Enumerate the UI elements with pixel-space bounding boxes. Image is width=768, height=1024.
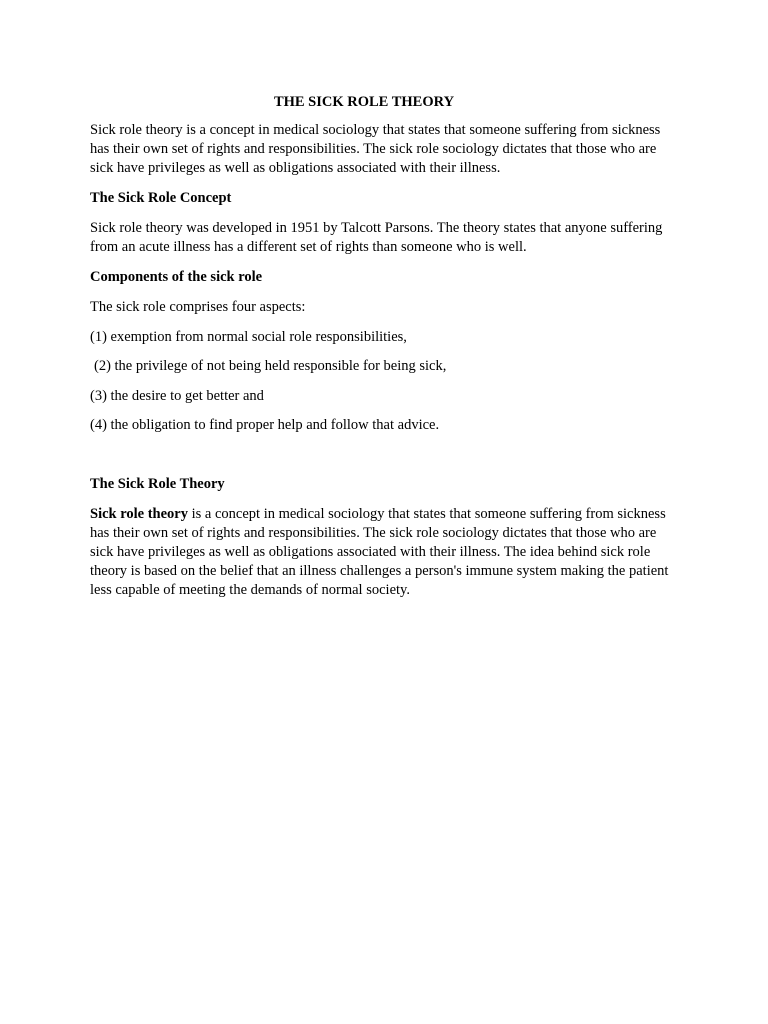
component-item-4: (4) the obligation to find proper help and follow that advice.: [90, 417, 440, 433]
concept-heading: The Sick Role Concept: [90, 190, 232, 206]
component-item-2: (2) the privilege of not being held responsible for being sick,: [94, 358, 447, 374]
theory-paragraph: [90, 505, 678, 600]
concept-paragraph: Sick role theory was developed in 1951 by Talcott Parsons. The theory states that anyone suffering from an acute illness has a different set of rights than someone who is well.: [90, 220, 663, 255]
document-title: THE SICK ROLE THEORY: [273, 94, 455, 110]
components-intro: The sick role comprises four aspects:: [90, 299, 306, 315]
theory-text: is a concept in medical sociology that states that someone suffering from sickness has their own set of rights and responsibilities. The sick role sociology dictates that those who are sick have privileges as well as obligations associated with their illness. The idea behind sick role theory is based on the belief that an illness challenges a person's immune system making the patient less capable of meeting the demands of normal society.: [90, 506, 669, 598]
theory-bold-lead: Sick role theory: [90, 506, 188, 522]
component-item-1: (1) exemption from normal social role responsibilities,: [90, 328, 407, 345]
components-heading: Components of the sick role: [90, 269, 263, 285]
intro-paragraph: Sick role theory is a concept in medical sociology that states that someone suffering from sickness has their own set of rights and responsibilities. The sick role sociology dictates that those who are sick have privileges as well as obligations associated with their illness.: [90, 122, 661, 176]
component-item-3: (3) the desire to get better and: [90, 387, 264, 404]
theory-heading: The Sick Role Theory: [90, 476, 225, 492]
